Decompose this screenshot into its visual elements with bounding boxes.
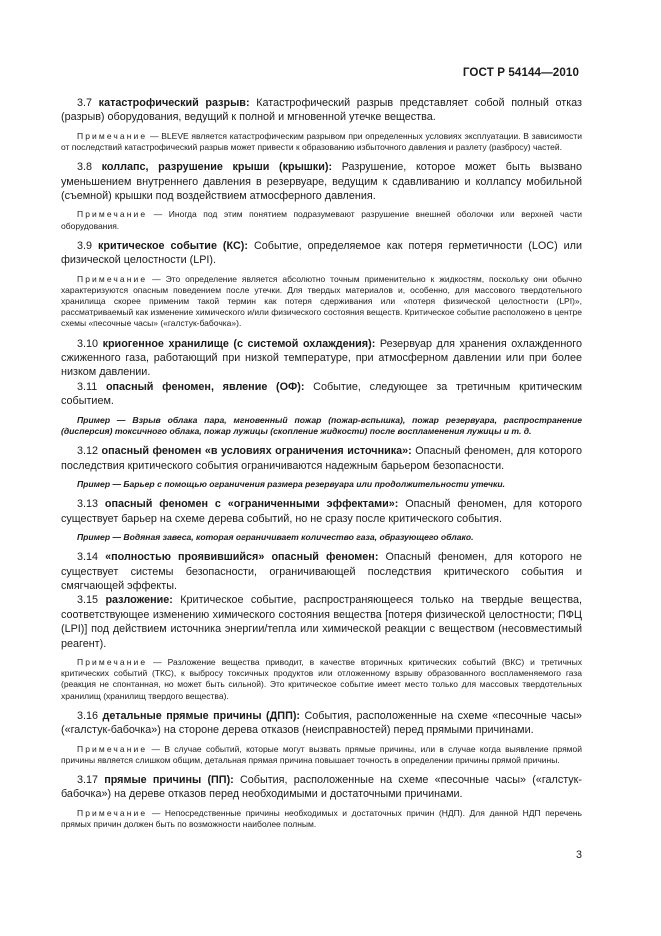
term-definition: Событие, следующее за третичным критическим событием. — [61, 380, 583, 408]
term-note — [61, 744, 582, 766]
note-label: Примечание — [77, 209, 148, 220]
note-label: Примечание — [77, 743, 148, 754]
term-entry — [61, 497, 582, 526]
document-body — [61, 96, 582, 837]
term-number: 3.16 — [77, 709, 99, 722]
term-example: Пример — Водяная завеса, которая ограничивает количество газа, образующего облако. — [77, 531, 474, 542]
term-number: 3.12 — [77, 445, 99, 458]
note-text: — Это определение является абсолютно точным применительно к жидкостям, поскольку они обычно характеризуются опасным поведением после утечки. Для твердых материалов и, особенно, для массового твердотельного хранилища скорее применим такой термин как потеря сдерживания или «потеря физической целостности (LPI)», рассматриваемый как изменение химического и/или физического состояния веществ. Критическое событие расположено в центре схемы «песочные часы» («галстук-бабочка»). — [61, 273, 582, 329]
term-definition: Критическое событие, распространяющееся только на твердые вещества, соответствующее изменению химического состояния вещества [потеря физической целостности; ПФЦ (LPI)] под действием источника энергии/тепла или химической реакции с веществом (несовместимый реагент). — [61, 594, 583, 650]
term-definition: Катастрофический разрыв представляет собой полный отказ (разрыв) оборудования, ведущий к полной и мгновенной утечке вещества. — [61, 97, 583, 124]
note-label: Примечание — [77, 807, 148, 818]
term-definition: События, расположенные на схеме «песочные часы» («галстук-бабочка») на стороне дерева отказов (неисправностей) перед прямыми причинами. — [61, 709, 583, 737]
term-note — [61, 131, 582, 153]
term-name: прямые причины (ПП): — [104, 774, 234, 787]
term-entry — [61, 160, 582, 203]
term-definition: События, расположенные на схеме «песочные часы» («галстук-бабочка») на дереве отказов перед необходимыми и достаточными причинами. — [61, 774, 583, 801]
term-number: 3.15 — [77, 594, 99, 607]
term-name: катастрофический разрыв: — [98, 97, 250, 109]
term-entry — [61, 773, 582, 802]
term-entry — [61, 380, 582, 409]
term-definition: Опасный феномен, для которого не существует системы безопасности, ограничивающей последствия критического события и смягчающей эффекты. — [61, 551, 583, 592]
term-entry — [61, 96, 582, 125]
term-number: 3.11 — [77, 380, 98, 393]
term-name: опасный феномен «в условиях ограничения источника»: — [101, 445, 412, 458]
term-entry — [61, 239, 582, 268]
term-name: «полностью проявившийся» опасный феномен: — [105, 551, 379, 564]
term-note — [61, 209, 582, 231]
note-label: Примечание — [77, 130, 148, 141]
term-name: криогенное хранилище (с системой охлаждения): — [102, 337, 376, 350]
term-number: 3.9 — [77, 239, 93, 252]
term-entry — [61, 709, 582, 738]
term-number: 3.10 — [77, 337, 99, 350]
term-entry — [61, 593, 582, 651]
note-text: — BLEVE является катастрофическим разрывом при определенных условиях эксплуатации. В зависимости от последствий катастрофический разрыв может привести к образованию избыточного давления и разлету (разбросу) частей. — [61, 130, 582, 153]
term-entry — [61, 444, 582, 473]
term-name: опасный феномен, явление (ОФ): — [105, 380, 305, 393]
term-definition: Опасный феномен, для которого существует барьер на схеме дерева событий, но не сразу после критического события. — [61, 498, 583, 525]
note-label: Примечание — [77, 656, 148, 667]
term-definition: Опасный феномен, для которого последствия критического события ограничиваются надежным барьером безопасности. — [61, 445, 583, 472]
term-name: детальные прямые причины (ДПП): — [102, 709, 301, 722]
term-name: коллапс, разрушение крыши (крышки): — [101, 161, 333, 174]
term-number: 3.7 — [77, 97, 93, 109]
note-text: — Разложение вещества приводит, в качестве вторичных критических событий (ВКС) и третичных критических событий (ТКС), к выбросу токсичных продуктов или отложенному взрыву образованного воспламеняемого газа (реакция не спонтанная, но может быть сильной). Это критическое событие имеет место только для массовых твердотельных хранилищ (хранилищ твердого вещества). — [61, 656, 582, 701]
document-code: ГОСТ Р 54144—2010 — [462, 66, 579, 79]
term-number: 3.8 — [77, 161, 93, 174]
note-label: Примечание — [77, 273, 148, 284]
term-example: Пример — Взрыв облака пара, мгновенный пожар (пожар-вспышка), пожар резервуара, распространение (дисперсия) токсичного облака, пожар лужицы (скопление жидкости) после воспламенения лужицы и т. д. — [61, 414, 582, 436]
term-definition: Событие, определяемое как потеря герметичности (LOC) или физической целостности (LPI). — [61, 239, 583, 267]
term-name: опасный феномен с «ограниченными эффектами»: — [104, 498, 399, 511]
term-name: критическое событие (КС): — [98, 239, 248, 252]
term-entry — [61, 337, 582, 380]
term-number: 3.17 — [77, 774, 99, 787]
term-number: 3.14 — [77, 551, 99, 564]
term-definition: Резервуар для хранения охлажденного сжиженного газа, работающий при низкой температуре, при атмосферном давлении или при более низком давлении. — [61, 337, 583, 379]
term-definition: Разрушение, которое может быть вызвано уменьшением внутреннего давления в резервуаре, ведущим к сдавливанию и коллапсу мобильной (съемной) крышки под воздействием атмосферного давления. — [61, 161, 582, 203]
note-text: — Иногда под этим понятием подразумевают разрушение внешней оболочки или верхней части оборудования. — [61, 209, 582, 231]
term-example: Пример — Барьер с помощью ограничения размера резервуара или продолжительности утечки. — [77, 478, 505, 489]
note-text: — Непосредственные причины необходимых и достаточных причин (НДП). Для данной НДП перечень прямых причин должен быть по возможности наиболее полным. — [61, 807, 582, 830]
page-number: 3 — [575, 849, 582, 861]
term-name: разложение: — [105, 594, 173, 607]
term-number: 3.13 — [77, 498, 99, 511]
term-note — [61, 808, 582, 830]
note-text: — В случае событий, которые могут вызвать прямые причины, или в случае когда выявление прямой причины является слишком общим, детальная прямая причина повышает точность в определении причины прямой причины. — [61, 743, 582, 765]
term-entry — [61, 550, 582, 593]
term-note — [61, 274, 582, 330]
term-note — [61, 657, 582, 702]
